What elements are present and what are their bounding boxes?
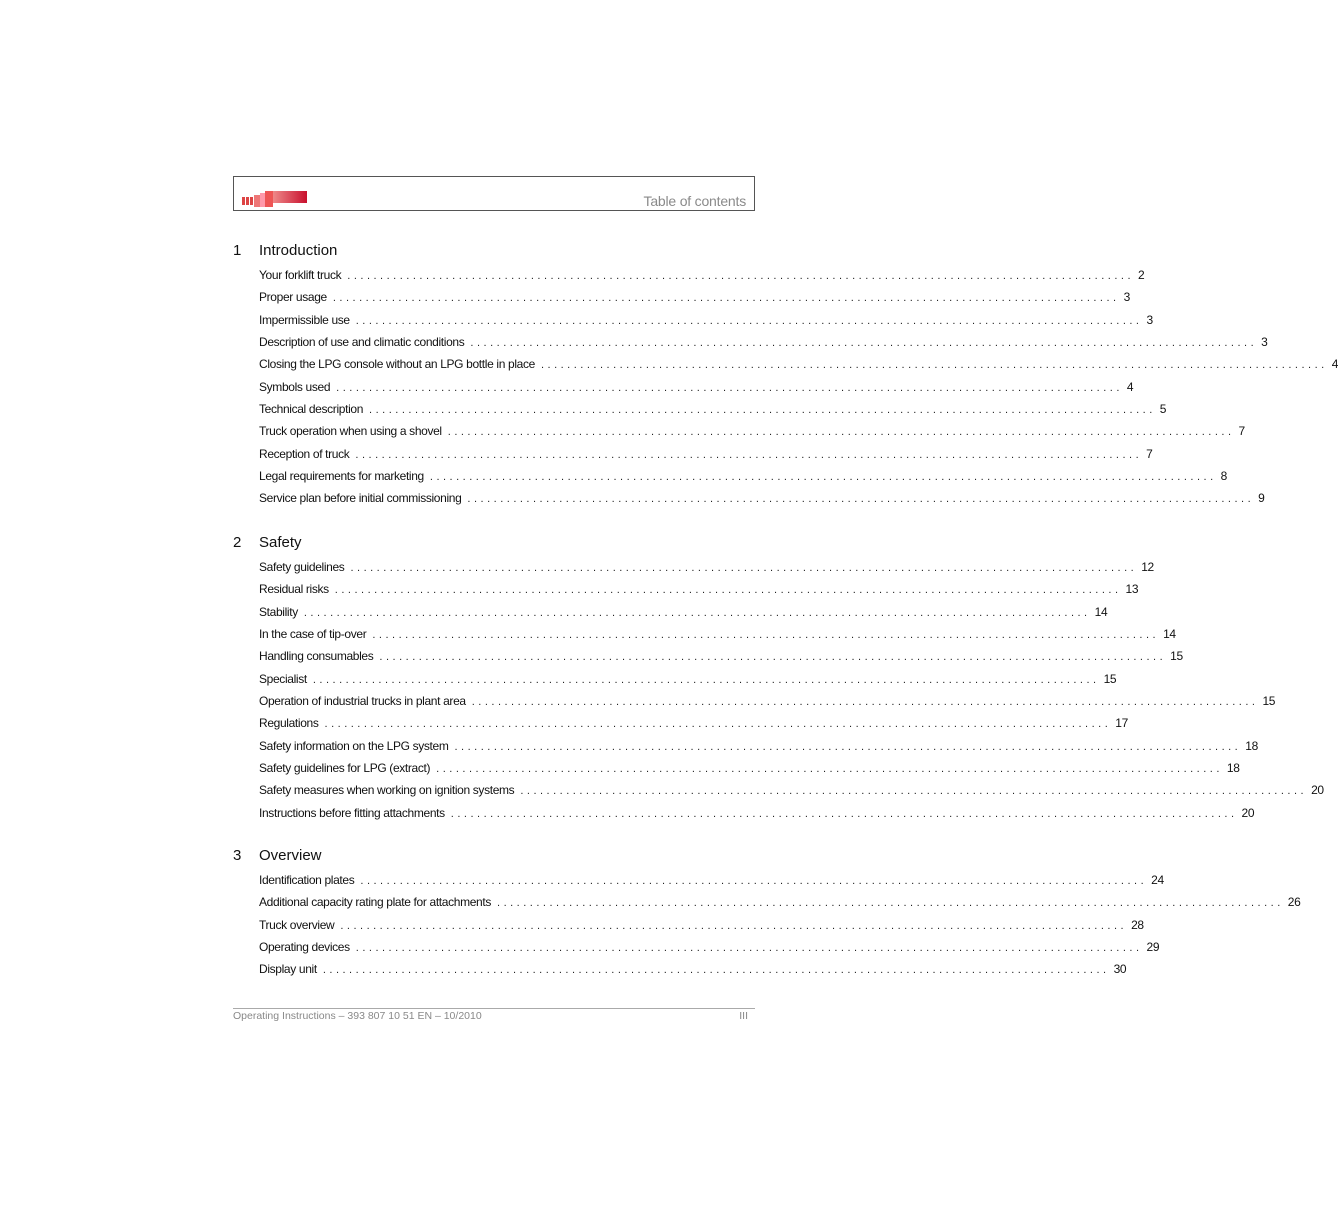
toc-entry-label: Specialist	[259, 671, 307, 686]
toc-entry[interactable]	[259, 649, 1183, 671]
toc-entry-page: 7	[1146, 446, 1153, 461]
toc-list	[233, 268, 1338, 514]
toc-entry-label: Operating devices	[259, 940, 350, 955]
toc-entry-label: Symbols used	[259, 379, 331, 394]
toc-entry-page: 15	[1103, 671, 1117, 686]
toc-entry[interactable]	[259, 805, 1255, 828]
dot-leader: ........................................................................................................................	[470, 337, 1258, 350]
toc-entry-page: 5	[1159, 402, 1167, 417]
toc-entry[interactable]	[259, 469, 1227, 491]
toc-entry-label: Handling consumables	[259, 649, 374, 664]
dot-leader: ........................................................................................................................	[454, 740, 1242, 753]
footer-page-number: III	[739, 1010, 748, 1022]
section-number: 2	[233, 534, 242, 551]
toc-entry-label: Legal requirements for marketing	[259, 469, 424, 484]
toc-entry[interactable]	[259, 312, 1153, 335]
dot-leader: ........................................................................................................................	[471, 696, 1259, 709]
toc-entry[interactable]	[259, 582, 1139, 604]
toc-list	[233, 873, 1301, 985]
dot-leader: ........................................................................................................................	[436, 763, 1223, 776]
section-title: Safety	[259, 534, 302, 551]
dot-leader: ........................................................................................................................	[355, 314, 1143, 327]
toc-entry[interactable]	[259, 962, 1127, 984]
dot-leader: ........................................................................................................................	[369, 404, 1156, 417]
toc-entry-page: 8	[1220, 469, 1227, 484]
toc-entry-page: 7	[1238, 424, 1245, 439]
toc-entry-label: Stability	[259, 604, 298, 619]
toc-entry[interactable]	[259, 627, 1176, 649]
toc-entry-page: 28	[1131, 917, 1144, 932]
toc-entry-label: Proper usage	[259, 290, 327, 305]
toc-entry-page: 3	[1261, 335, 1268, 350]
toc-entry-page: 24	[1151, 873, 1164, 887]
toc-entry[interactable]	[259, 716, 1128, 738]
toc-entry-label: Reception of truck	[259, 446, 350, 461]
dot-leader: ........................................................................................................................	[324, 718, 1112, 731]
toc-entry-page: 18	[1245, 738, 1258, 753]
toc-entry-label: Safety information on the LPG system	[259, 738, 449, 753]
toc-entry[interactable]	[259, 940, 1160, 962]
toc-entry-page: 2	[1138, 268, 1145, 282]
toc-entry[interactable]	[259, 738, 1258, 761]
toc-entry-label: Safety guidelines for LPG (extract)	[259, 761, 431, 776]
toc-entry[interactable]	[259, 446, 1153, 469]
toc-section-3	[233, 847, 1301, 985]
toc-entry[interactable]	[259, 694, 1276, 716]
toc-entry-page: 15	[1262, 694, 1276, 709]
footer-text: Operating Instructions – 393 807 10 51 EN – 10/2010	[233, 1010, 482, 1022]
toc-section-2	[233, 534, 1324, 828]
toc-entry-label: Closing the LPG console without an LPG bottle in place	[259, 357, 535, 372]
toc-entry-label: Display unit	[259, 962, 317, 977]
toc-entry-label: Truck overview	[259, 917, 335, 932]
toc-entry[interactable]	[259, 402, 1167, 424]
dot-leader: ........................................................................................................................	[347, 270, 1135, 282]
toc-entry-label: Truck operation when using a shovel	[259, 424, 442, 439]
dot-leader: ........................................................................................................................	[340, 919, 1128, 932]
toc-entry-label: Instructions before fitting attachments	[259, 805, 445, 820]
toc-entry-label: In the case of tip-over	[259, 627, 367, 642]
toc-entry-page: 14	[1163, 627, 1176, 642]
toc-entry[interactable]	[259, 895, 1301, 917]
toc-list	[233, 560, 1324, 828]
page-header	[233, 176, 755, 211]
toc-entry-page: 20	[1241, 805, 1255, 820]
dot-leader: ........................................................................................................................	[447, 426, 1235, 439]
toc-entry-page: 29	[1146, 940, 1160, 955]
toc-entry-page: 17	[1115, 716, 1128, 731]
toc-entry-page: 3	[1123, 290, 1130, 305]
dot-leader: ........................................................................................................................	[372, 629, 1160, 642]
section-number: 3	[233, 847, 242, 864]
toc-entry-page: 9	[1258, 491, 1265, 506]
toc-entry-page: 4	[1331, 357, 1338, 372]
dot-leader: ........................................................................................................................	[350, 562, 1138, 574]
dot-leader: ........................................................................................................................	[355, 942, 1143, 955]
dot-leader: ........................................................................................................................	[450, 807, 1238, 820]
toc-entry-label: Identification plates	[259, 873, 355, 887]
toc-entry-page: 3	[1146, 312, 1153, 327]
toc-entry-page: 18	[1226, 761, 1240, 776]
toc-entry[interactable]	[259, 560, 1154, 582]
toc-entry-page: 4	[1126, 379, 1134, 394]
toc-entry-label: Your forklift truck	[259, 268, 342, 282]
footer-divider	[233, 1008, 755, 1009]
dot-leader: ........................................................................................................................	[497, 897, 1284, 910]
toc-entry[interactable]	[259, 873, 1164, 895]
dot-leader: ........................................................................................................................	[520, 785, 1308, 798]
brand-logo	[242, 189, 312, 209]
dot-leader: ........................................................................................................................	[336, 381, 1123, 394]
toc-section-1	[233, 242, 1338, 514]
dot-leader: ........................................................................................................................	[467, 493, 1255, 506]
dot-leader: ........................................................................................................................	[429, 471, 1217, 484]
toc-entry-page: 13	[1125, 582, 1139, 597]
toc-entry-page: 30	[1113, 962, 1127, 977]
toc-entry-label: Regulations	[259, 716, 319, 731]
toc-entry-label: Service plan before initial commissioning	[259, 491, 462, 506]
toc-entry[interactable]	[259, 761, 1240, 783]
toc-entry[interactable]	[259, 268, 1145, 290]
dot-leader: ........................................................................................................................	[334, 584, 1122, 597]
toc-entry-label: Technical description	[259, 402, 364, 417]
toc-entry-label: Additional capacity rating plate for attachments	[259, 895, 492, 910]
section-title: Introduction	[259, 242, 338, 259]
toc-entry[interactable]	[259, 671, 1117, 694]
toc-entry-page: 20	[1311, 783, 1324, 798]
toc-entry-label: Safety measures when working on ignition systems	[259, 783, 515, 798]
toc-entry-page: 12	[1141, 560, 1154, 574]
toc-entry[interactable]	[259, 783, 1324, 805]
toc-entry-label: Residual risks	[259, 582, 329, 597]
dot-leader: ........................................................................................................................	[312, 673, 1100, 686]
header-title: Table of contents	[643, 193, 746, 209]
toc-entry-label: Operation of industrial trucks in plant area	[259, 694, 466, 709]
toc-entry[interactable]	[259, 357, 1338, 379]
toc-entry[interactable]	[259, 379, 1134, 402]
dot-leader: ........................................................................................................................	[303, 606, 1091, 619]
toc-entry-page: 15	[1170, 649, 1183, 664]
toc-entry[interactable]	[259, 604, 1108, 627]
toc-entry-label: Safety guidelines	[259, 560, 345, 574]
toc-entry[interactable]	[259, 290, 1130, 312]
toc-entry-label: Impermissible use	[259, 312, 350, 327]
dot-leader: ........................................................................................................................	[332, 292, 1120, 305]
toc-entry-page: 26	[1287, 895, 1301, 910]
dot-leader: ........................................................................................................................	[360, 875, 1148, 887]
dot-leader: ........................................................................................................................	[379, 651, 1167, 664]
section-number: 1	[233, 242, 242, 259]
toc-entry[interactable]	[259, 424, 1245, 446]
dot-leader: ........................................................................................................................	[322, 964, 1110, 977]
dot-leader: ........................................................................................................................	[355, 448, 1143, 461]
toc-entry-page: 14	[1094, 604, 1108, 619]
toc-entry[interactable]	[259, 335, 1268, 357]
toc-entry[interactable]	[259, 491, 1265, 513]
toc-entry-label: Description of use and climatic conditions	[259, 335, 465, 350]
toc-entry[interactable]	[259, 917, 1144, 940]
dot-leader: ........................................................................................................................	[540, 359, 1328, 372]
section-title: Overview	[259, 847, 322, 864]
